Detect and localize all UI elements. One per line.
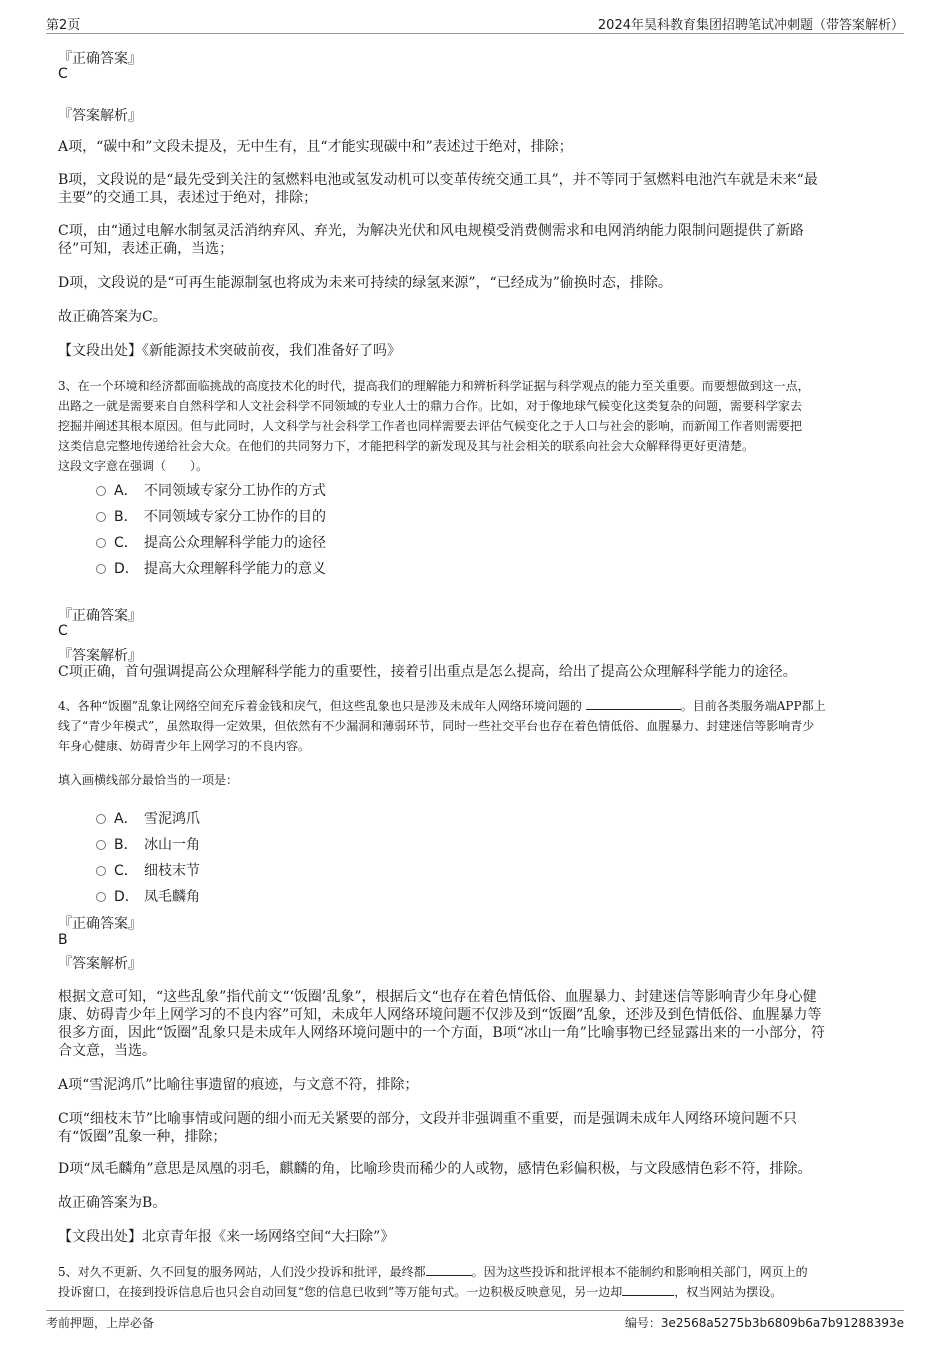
radio-icon[interactable]	[96, 486, 106, 496]
q2-analysis-line: 主要”的交通工具，表述过于绝对，排除；	[58, 190, 318, 206]
q3-stem-line: 挖掘并阐述其根本原因。但与此同时，人文科学与社会科学工作者也同样需要去评估气候变化之于人口与社会的影响，而新闻工作者则需要把	[58, 419, 803, 433]
q2-analysis-line: D项，文段说的是“可再生能源制氢也将成为未来可持续的绿氢来源”，“已经成为”偷换时态，排除。	[58, 275, 672, 291]
q4-analysis-line: C项“细枝末节”比喻事情或问题的细小而无关紧要的部分，文段并非强调重不重要，而是强调未成年人网络环境问题不只	[58, 1111, 798, 1127]
radio-icon[interactable]	[96, 512, 106, 522]
fill-blank	[426, 1275, 472, 1276]
q2-conclusion: 故正确答案为C。	[58, 309, 167, 325]
q4-option-c[interactable]: C． 细枝末节	[96, 860, 200, 880]
radio-icon[interactable]	[96, 538, 106, 548]
radio-icon[interactable]	[96, 564, 106, 574]
q4-analysis-label: 『答案解析』	[58, 956, 142, 972]
q4-analysis-line: 合文意，当选。	[58, 1043, 156, 1059]
q2-answer: C	[58, 66, 68, 82]
q3-analysis: C项正确，首句强调提高公众理解科学能力的重要性，接着引出重点是怎么提高，给出了提高公众理解科学能力的途径。	[58, 664, 797, 680]
radio-icon[interactable]	[96, 814, 106, 824]
q4-analysis-line: 康、妨碍青少年上网学习的不良内容”可知，未成年人网络环境问题不仅涉及到“饭圈”乱象，还涉及到色情低俗、血腥暴力等	[58, 1007, 822, 1023]
q4-answer-label: 『正确答案』	[58, 916, 142, 932]
q4-answer: B	[58, 932, 68, 948]
q3-answer: C	[58, 623, 68, 639]
q2-analysis-line: C项，由“通过电解水制氢灵活消纳弃风、弃光，为解决光伏和风电规模受消费侧需求和电网消纳能力限制问题提供了新路	[58, 223, 804, 239]
q4-question: 填入画横线部分最恰当的一项是：	[58, 773, 239, 787]
q4-analysis-line: D项“凤毛麟角”意思是凤凰的羽毛，麒麟的角，比喻珍贵而稀少的人或物，感情色彩偏积极，与文段感情色彩不符，排除。	[58, 1161, 812, 1177]
q3-answer-label: 『正确答案』	[58, 608, 142, 624]
q4-option-b[interactable]: B． 冰山一角	[96, 834, 200, 854]
q4-stem-line: 4、各种“饭圈”乱象让网络空间充斥着金钱和戾气，但这些乱象也只是涉及未成年人网络环境问题的 。目前各类服务端APP都上	[58, 699, 826, 713]
q2-analysis-line: A项，“碳中和”文段未提及，无中生有，且“才能实现碳中和”表述过于绝对，排除；	[58, 139, 573, 155]
q3-option-b[interactable]: B． 不同领域专家分工协作的目的	[96, 506, 326, 526]
q4-option-d[interactable]: D． 凤毛麟角	[96, 886, 200, 906]
q3-stem-line: 3、在一个环境和经济都面临挑战的高度技术化的时代，提高我们的理解能力和辨析科学证据与科学观点的能力至关重要。而要想做到这一点，	[58, 379, 810, 393]
q4-analysis-line: 根据文意可知，“这些乱象”指代前文“‘饭圈’乱象”，根据后文“也存在着色情低俗、血腥暴力、封建迷信等影响青少年身心健	[58, 989, 817, 1005]
page-footer	[0, 1310, 950, 1345]
q4-stem-line: 年身心健康、妨碍青少年上网学习的不良内容。	[58, 739, 311, 753]
q4-option-a[interactable]: A． 雪泥鸿爪	[96, 808, 200, 828]
q4-source: 【文段出处】北京青年报《来一场网络空间“大扫除”》	[58, 1229, 395, 1245]
q2-analysis-line: B项，文段说的是“最先受到关注的氢燃料电池或氢发动机可以变革传统交通工具”，并不等同于氢燃料电池汽车就是未来“最	[58, 172, 818, 188]
page-number: 第2页	[46, 18, 81, 33]
q4-analysis-line: 很多方面，因此“饭圈”乱象只是未成年人网络环境问题中的一个方面，B项“冰山一角”比喻事物已经显露出来的一小部分，符	[58, 1025, 825, 1041]
fill-blank	[586, 709, 681, 710]
radio-icon[interactable]	[96, 866, 106, 876]
q3-option-a[interactable]: A． 不同领域专家分工协作的方式	[96, 480, 326, 500]
footer-slogan: 考前押题，上岸必备	[46, 1316, 155, 1330]
q2-answer-label: 『正确答案』	[58, 51, 142, 67]
q3-option-c[interactable]: C． 提高公众理解科学能力的途径	[96, 532, 326, 552]
radio-icon[interactable]	[96, 892, 106, 902]
q4-analysis-line: A项“雪泥鸿爪”比喻往事遗留的痕迹，与文意不符，排除；	[58, 1077, 419, 1093]
q5-stem-line: 投诉窗口，在接到投诉信息后也只会自动回复“您的信息已收到”等万能句式。一边积极反映意见，另一边却 ，权当网站为摆设。	[58, 1285, 783, 1299]
q3-option-d[interactable]: D． 提高大众理解科学能力的意义	[96, 558, 326, 578]
q2-source: 【文段出处】《新能源技术突破前夜，我们准备好了吗》	[58, 343, 401, 359]
q2-analysis-label: 『答案解析』	[58, 108, 142, 124]
footer-divider	[46, 1310, 904, 1311]
q3-question: 这段文字意在强调（ ）。	[58, 459, 209, 473]
document-id: 编号：3e2568a5275b3b6809b6a7b91288393e	[624, 1316, 904, 1330]
fill-blank	[622, 1295, 674, 1296]
document-title: 2024年昊科教育集团招聘笔试冲刺题（带答案解析）	[597, 18, 904, 33]
q2-analysis-line: 径”可知，表述正确，当选；	[58, 241, 234, 257]
q3-stem-line: 出路之一就是需要来自自然科学和人文社会科学不同领域的专业人士的鼎力合作。比如，对于像地球气候变化这类复杂的问题，需要科学家去	[58, 399, 803, 413]
q4-analysis-line: 有“饭圈”乱象一种，排除；	[58, 1129, 227, 1145]
q3-analysis-label: 『答案解析』	[58, 648, 142, 664]
q4-conclusion: 故正确答案为B。	[58, 1195, 167, 1211]
page-header	[0, 0, 950, 36]
q5-stem-line: 5、对久不更新、久不回复的服务网站，人们没少投诉和批评，最终都 。因为这些投诉和批评根本不能制约和影响相关部门，网页上的	[58, 1265, 808, 1279]
radio-icon[interactable]	[96, 840, 106, 850]
q3-stem-line: 这类信息完整地传递给社会大众。在他们的共同努力下，才能把科学的新发现及其与社会相关的联系向社会大众解释得更好更清楚。	[58, 439, 755, 453]
header-divider	[46, 33, 904, 34]
q4-stem-line: 线了“青少年模式”，虽然取得一定效果，但依然有不少漏洞和薄弱环节，同时一些社交平台也存在着色情低俗、血腥暴力、封建迷信等影响青少	[58, 719, 815, 733]
